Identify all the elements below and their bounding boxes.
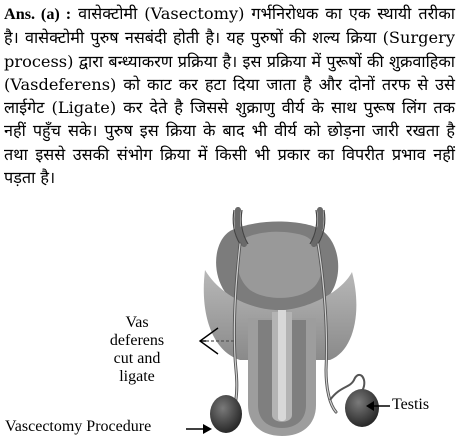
answer-body: वासेक्टोमी (Vasectomy) गर्भनिरोधक का एक स्थायी तरीका है। वासेक्टोमी पुरुष नसबंदी होती है। यह पुरुषों की शल्य क्रिया (Surgery process) द्वारा बन्ध्याकरण प्रक्रिया है। इस प्रक्रिया में पुरूषों की शुक्रवाहिका (Vasdeferens) को काट कर हटा दिया जाता है और दोनों तरफ से उसे लाईगेट (Ligate) कर देते है जिससे शुक्राणु वीर्य के साथ पुरूष लिंग तक नहीं पहुँच सके। पुरुष इस क्रिया के बाद भी वीर्य को छोड़ना जारी रखता है तथा इससे उसकी संभोग क्रिया में किसी भी प्रकार का विपरीत प्रभाव नहीं पड़ता है। <box>4 4 456 188</box>
answer-label: Ans. (a) : <box>4 5 72 23</box>
vasectomy-diagram <box>0 200 458 442</box>
procedure-arrowhead <box>203 424 212 434</box>
vasectomy-figure <box>0 200 458 442</box>
testis-left <box>210 395 242 433</box>
penis-shaft <box>248 310 316 436</box>
vas-label-line-1: Vas <box>125 314 149 331</box>
answer-paragraph <box>4 2 455 189</box>
vas-label-line-2: deferens <box>109 332 165 349</box>
procedure-label: Vascectomy Procedure <box>5 418 152 435</box>
vas-deferens-label <box>92 314 182 386</box>
testis-label: Testis <box>392 396 430 413</box>
vas-label-line-4: ligate <box>119 368 155 385</box>
vas-label-line-3: cut and <box>113 350 161 367</box>
